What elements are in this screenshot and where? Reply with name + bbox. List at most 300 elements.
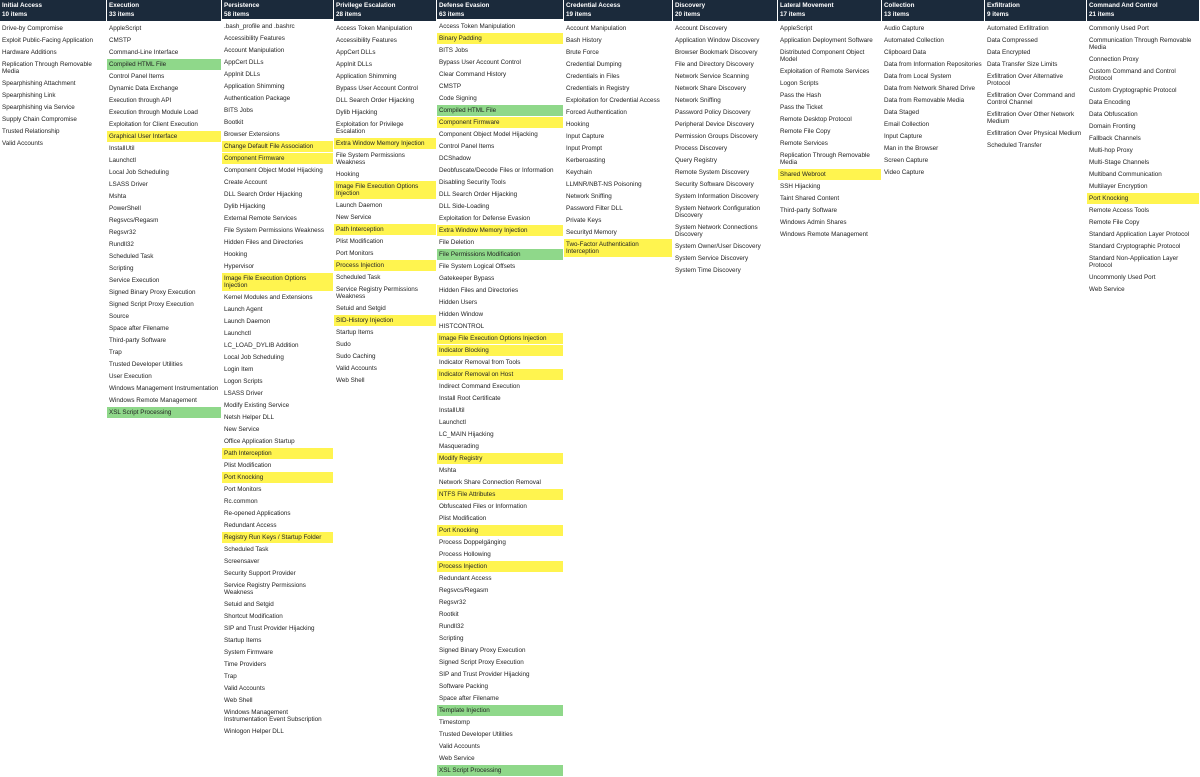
technique-cell[interactable]: Exploitation for Client Execution (107, 119, 221, 131)
technique-cell[interactable]: Network Share Discovery (673, 83, 777, 95)
technique-cell[interactable]: Taint Shared Content (778, 193, 881, 205)
technique-cell[interactable]: Windows Management Instrumentation (107, 383, 221, 395)
technique-cell[interactable]: Pass the Ticket (778, 102, 881, 114)
technique-cell[interactable]: Trap (107, 347, 221, 359)
technique-cell[interactable]: Man in the Browser (882, 143, 984, 155)
technique-cell[interactable]: Network Share Connection Removal (437, 477, 563, 489)
technique-cell[interactable]: Image File Execution Options Injection (222, 273, 333, 292)
technique-cell[interactable]: Local Job Scheduling (107, 167, 221, 179)
technique-cell[interactable]: Local Job Scheduling (222, 352, 333, 364)
technique-cell[interactable]: File Deletion (437, 237, 563, 249)
technique-cell[interactable]: Windows Remote Management (778, 229, 881, 241)
technique-cell[interactable]: Component Object Model Hijacking (222, 165, 333, 177)
technique-cell[interactable]: Access Token Manipulation (437, 21, 563, 33)
technique-cell[interactable]: Component Firmware (222, 153, 333, 165)
tactic-header[interactable] (564, 0, 672, 21)
technique-cell[interactable]: Drive-by Compromise (0, 23, 106, 35)
technique-cell[interactable]: Component Firmware (437, 117, 563, 129)
technique-cell[interactable]: AppInit DLLs (222, 69, 333, 81)
technique-cell[interactable]: Securityd Memory (564, 227, 672, 239)
technique-cell[interactable]: Private Keys (564, 215, 672, 227)
technique-cell[interactable]: LSASS Driver (222, 388, 333, 400)
technique-cell[interactable]: Kernel Modules and Extensions (222, 292, 333, 304)
technique-cell[interactable]: Windows Admin Shares (778, 217, 881, 229)
technique-cell[interactable]: Create Account (222, 177, 333, 189)
technique-cell[interactable]: SIP and Trust Provider Hijacking (222, 623, 333, 635)
technique-cell[interactable]: Brute Force (564, 47, 672, 59)
technique-cell[interactable]: Logon Scripts (778, 78, 881, 90)
technique-cell[interactable]: Video Capture (882, 167, 984, 179)
technique-cell[interactable]: Setuid and Setgid (334, 303, 436, 315)
technique-cell[interactable]: BITS Jobs (437, 45, 563, 57)
technique-cell[interactable]: Domain Fronting (1087, 121, 1199, 133)
technique-cell[interactable]: Hooking (222, 249, 333, 261)
technique-cell[interactable]: Security Support Provider (222, 568, 333, 580)
technique-cell[interactable]: Replication Through Removable Media (778, 150, 881, 169)
technique-cell[interactable]: Supply Chain Compromise (0, 114, 106, 126)
technique-cell[interactable]: Hidden Files and Directories (222, 237, 333, 249)
technique-cell[interactable]: XSL Script Processing (107, 407, 221, 419)
technique-cell[interactable]: AppleScript (107, 23, 221, 35)
technique-cell[interactable]: Email Collection (882, 119, 984, 131)
technique-cell[interactable]: Exploit Public-Facing Application (0, 35, 106, 47)
technique-cell[interactable]: Data Encoding (1087, 97, 1199, 109)
technique-cell[interactable]: Port Knocking (222, 472, 333, 484)
tactic-header[interactable] (437, 0, 563, 19)
technique-cell[interactable]: Scheduled Task (222, 544, 333, 556)
technique-cell[interactable]: SIP and Trust Provider Hijacking (437, 669, 563, 681)
technique-cell[interactable]: Indicator Removal from Tools (437, 357, 563, 369)
technique-cell[interactable]: Trusted Relationship (0, 126, 106, 138)
technique-cell[interactable]: Port Monitors (334, 248, 436, 260)
technique-cell[interactable]: Commonly Used Port (1087, 23, 1199, 35)
technique-cell[interactable]: Hooking (564, 119, 672, 131)
technique-cell[interactable]: Obfuscated Files or Information (437, 501, 563, 513)
technique-cell[interactable]: Distributed Component Object Model (778, 47, 881, 66)
technique-cell[interactable]: Plist Modification (334, 236, 436, 248)
technique-cell[interactable]: Setuid and Setgid (222, 599, 333, 611)
technique-cell[interactable]: Scheduled Task (334, 272, 436, 284)
technique-cell[interactable]: Network Service Scanning (673, 71, 777, 83)
technique-cell[interactable]: Control Panel Items (437, 141, 563, 153)
technique-cell[interactable]: Scheduled Task (107, 251, 221, 263)
technique-cell[interactable]: Bootkit (222, 117, 333, 129)
technique-cell[interactable]: Data Obfuscation (1087, 109, 1199, 121)
technique-cell[interactable]: Indirect Command Execution (437, 381, 563, 393)
technique-cell[interactable]: System Information Discovery (673, 191, 777, 203)
technique-cell[interactable]: Browser Extensions (222, 129, 333, 141)
technique-cell[interactable]: Standard Non-Application Layer Protocol (1087, 253, 1199, 272)
technique-cell[interactable]: DLL Search Order Hijacking (437, 189, 563, 201)
technique-cell[interactable]: Connection Proxy (1087, 54, 1199, 66)
technique-cell[interactable]: Input Capture (564, 131, 672, 143)
technique-cell[interactable]: Third-party Software (778, 205, 881, 217)
technique-cell[interactable]: Communication Through Removable Media (1087, 35, 1199, 54)
technique-cell[interactable]: Launchctl (107, 155, 221, 167)
technique-cell[interactable]: Remote Services (778, 138, 881, 150)
technique-cell[interactable]: Scripting (437, 633, 563, 645)
technique-cell[interactable]: Data from Local System (882, 71, 984, 83)
technique-cell[interactable]: Launch Daemon (222, 316, 333, 328)
technique-cell[interactable]: Graphical User Interface (107, 131, 221, 143)
technique-cell[interactable]: Template Injection (437, 705, 563, 717)
technique-cell[interactable]: Valid Accounts (222, 683, 333, 695)
tactic-header[interactable] (334, 0, 436, 21)
technique-cell[interactable]: Trusted Developer Utilities (437, 729, 563, 741)
technique-cell[interactable]: Rundll32 (107, 239, 221, 251)
technique-cell[interactable]: Startup Items (222, 635, 333, 647)
technique-cell[interactable]: Process Discovery (673, 143, 777, 155)
technique-cell[interactable]: File and Directory Discovery (673, 59, 777, 71)
technique-cell[interactable]: CMSTP (107, 35, 221, 47)
technique-cell[interactable]: Multi-hop Proxy (1087, 145, 1199, 157)
technique-cell[interactable]: Data Transfer Size Limits (985, 59, 1086, 71)
technique-cell[interactable]: Path Interception (222, 448, 333, 460)
technique-cell[interactable]: Trusted Developer Utilities (107, 359, 221, 371)
technique-cell[interactable]: Forced Authentication (564, 107, 672, 119)
technique-cell[interactable]: Install Root Certificate (437, 393, 563, 405)
technique-cell[interactable]: AppInit DLLs (334, 59, 436, 71)
technique-cell[interactable]: Process Injection (437, 561, 563, 573)
technique-cell[interactable]: Permission Groups Discovery (673, 131, 777, 143)
technique-cell[interactable]: Remote Desktop Protocol (778, 114, 881, 126)
technique-cell[interactable]: Exploitation for Defense Evasion (437, 213, 563, 225)
technique-cell[interactable]: Source (107, 311, 221, 323)
technique-cell[interactable]: Accessibility Features (334, 35, 436, 47)
technique-cell[interactable]: Login Item (222, 364, 333, 376)
technique-cell[interactable]: Application Deployment Software (778, 35, 881, 47)
technique-cell[interactable]: Regsvcs/Regasm (107, 215, 221, 227)
technique-cell[interactable]: PowerShell (107, 203, 221, 215)
technique-cell[interactable]: Compiled HTML File (437, 105, 563, 117)
technique-cell[interactable]: Scripting (107, 263, 221, 275)
technique-cell[interactable]: LC_MAIN Hijacking (437, 429, 563, 441)
technique-cell[interactable]: Access Token Manipulation (334, 23, 436, 35)
technique-cell[interactable]: Fallback Channels (1087, 133, 1199, 145)
technique-cell[interactable]: Browser Bookmark Discovery (673, 47, 777, 59)
technique-cell[interactable]: Web Service (437, 753, 563, 765)
technique-cell[interactable]: Credential Dumping (564, 59, 672, 71)
technique-cell[interactable]: Exploitation for Credential Access (564, 95, 672, 107)
technique-cell[interactable]: Standard Application Layer Protocol (1087, 229, 1199, 241)
technique-cell[interactable]: Indicator Blocking (437, 345, 563, 357)
technique-cell[interactable]: Port Monitors (222, 484, 333, 496)
technique-cell[interactable]: Custom Command and Control Protocol (1087, 66, 1199, 85)
technique-cell[interactable]: Shared Webroot (778, 169, 881, 181)
technique-cell[interactable]: Web Shell (222, 695, 333, 707)
technique-cell[interactable]: System Network Configuration Discovery (673, 203, 777, 222)
technique-cell[interactable]: Space after Filename (437, 693, 563, 705)
technique-cell[interactable]: System Firmware (222, 647, 333, 659)
technique-cell[interactable]: Masquerading (437, 441, 563, 453)
technique-cell[interactable]: Multiband Communication (1087, 169, 1199, 181)
technique-cell[interactable]: Exploitation of Remote Services (778, 66, 881, 78)
technique-cell[interactable]: Signed Binary Proxy Execution (107, 287, 221, 299)
technique-cell[interactable]: Valid Accounts (437, 741, 563, 753)
technique-cell[interactable]: Application Shimming (222, 81, 333, 93)
technique-cell[interactable]: Data from Information Repositories (882, 59, 984, 71)
technique-cell[interactable]: Account Manipulation (222, 45, 333, 57)
technique-cell[interactable]: Regsvr32 (107, 227, 221, 239)
technique-cell[interactable]: DLL Search Order Hijacking (334, 95, 436, 107)
technique-cell[interactable]: File System Permissions Weakness (334, 150, 436, 169)
technique-cell[interactable]: Automated Exfiltration (985, 23, 1086, 35)
technique-cell[interactable]: Peripheral Device Discovery (673, 119, 777, 131)
technique-cell[interactable]: Bash History (564, 35, 672, 47)
technique-cell[interactable]: Standard Cryptographic Protocol (1087, 241, 1199, 253)
technique-cell[interactable]: Application Shimming (334, 71, 436, 83)
technique-cell[interactable]: Image File Execution Options Injection (437, 333, 563, 345)
technique-cell[interactable]: System Time Discovery (673, 265, 777, 277)
technique-cell[interactable]: DLL Search Order Hijacking (222, 189, 333, 201)
technique-cell[interactable]: Launchctl (222, 328, 333, 340)
tactic-header[interactable] (107, 0, 221, 21)
technique-cell[interactable]: Netsh Helper DLL (222, 412, 333, 424)
technique-cell[interactable]: Windows Management Instrumentation Event Subscription (222, 707, 333, 726)
technique-cell[interactable]: CMSTP (437, 81, 563, 93)
technique-cell[interactable]: Hardware Additions (0, 47, 106, 59)
technique-cell[interactable]: SSH Hijacking (778, 181, 881, 193)
technique-cell[interactable]: Service Registry Permissions Weakness (222, 580, 333, 599)
technique-cell[interactable]: Screen Capture (882, 155, 984, 167)
technique-cell[interactable]: Exfiltration Over Other Network Medium (985, 109, 1086, 128)
technique-cell[interactable]: NTFS File Attributes (437, 489, 563, 501)
technique-cell[interactable]: Accessibility Features (222, 33, 333, 45)
technique-cell[interactable]: Timestomp (437, 717, 563, 729)
technique-cell[interactable]: Shortcut Modification (222, 611, 333, 623)
technique-cell[interactable]: Sudo (334, 339, 436, 351)
technique-cell[interactable]: Security Software Discovery (673, 179, 777, 191)
technique-cell[interactable]: New Service (222, 424, 333, 436)
technique-cell[interactable]: Clipboard Data (882, 47, 984, 59)
technique-cell[interactable]: Launchctl (437, 417, 563, 429)
technique-cell[interactable]: Mshta (437, 465, 563, 477)
technique-cell[interactable]: AppleScript (778, 23, 881, 35)
technique-cell[interactable]: Web Service (1087, 284, 1199, 296)
technique-cell[interactable]: Hidden Window (437, 309, 563, 321)
technique-cell[interactable]: Spearphishing via Service (0, 102, 106, 114)
technique-cell[interactable]: Command-Line Interface (107, 47, 221, 59)
technique-cell[interactable]: Pass the Hash (778, 90, 881, 102)
technique-cell[interactable]: Data from Removable Media (882, 95, 984, 107)
technique-cell[interactable]: BITS Jobs (222, 105, 333, 117)
technique-cell[interactable]: LLMNR/NBT-NS Poisoning (564, 179, 672, 191)
technique-cell[interactable]: Account Manipulation (564, 23, 672, 35)
technique-cell[interactable]: DLL Side-Loading (437, 201, 563, 213)
technique-cell[interactable]: Rc.common (222, 496, 333, 508)
technique-cell[interactable]: SID-History Injection (334, 315, 436, 327)
technique-cell[interactable]: Extra Window Memory Injection (437, 225, 563, 237)
technique-cell[interactable]: Registry Run Keys / Startup Folder (222, 532, 333, 544)
technique-cell[interactable]: Compiled HTML File (107, 59, 221, 71)
technique-cell[interactable]: Change Default File Association (222, 141, 333, 153)
technique-cell[interactable]: AppCert DLLs (222, 57, 333, 69)
technique-cell[interactable]: Rundll32 (437, 621, 563, 633)
technique-cell[interactable]: Bypass User Account Control (437, 57, 563, 69)
technique-cell[interactable]: System Service Discovery (673, 253, 777, 265)
technique-cell[interactable]: Remote System Discovery (673, 167, 777, 179)
tactic-header[interactable] (1087, 0, 1199, 21)
technique-cell[interactable]: Web Shell (334, 375, 436, 387)
technique-cell[interactable]: Plist Modification (437, 513, 563, 525)
technique-cell[interactable]: AppCert DLLs (334, 47, 436, 59)
technique-cell[interactable]: Uncommonly Used Port (1087, 272, 1199, 284)
technique-cell[interactable]: Spearphishing Attachment (0, 78, 106, 90)
technique-cell[interactable]: Plist Modification (222, 460, 333, 472)
technique-cell[interactable]: InstallUtil (107, 143, 221, 155)
technique-cell[interactable]: Remote File Copy (1087, 217, 1199, 229)
technique-cell[interactable]: Path Interception (334, 224, 436, 236)
technique-cell[interactable]: Password Filter DLL (564, 203, 672, 215)
technique-cell[interactable]: System Owner/User Discovery (673, 241, 777, 253)
technique-cell[interactable]: .bash_profile and .bashrc (222, 21, 333, 33)
technique-cell[interactable]: Authentication Package (222, 93, 333, 105)
technique-cell[interactable]: LC_LOAD_DYLIB Addition (222, 340, 333, 352)
technique-cell[interactable]: Dylib Hijacking (222, 201, 333, 213)
technique-cell[interactable]: LSASS Driver (107, 179, 221, 191)
technique-cell[interactable]: Clear Command History (437, 69, 563, 81)
technique-cell[interactable]: Deobfuscate/Decode Files or Information (437, 165, 563, 177)
technique-cell[interactable]: Image File Execution Options Injection (334, 181, 436, 200)
tactic-header[interactable] (985, 0, 1086, 21)
technique-cell[interactable]: Mshta (107, 191, 221, 203)
technique-cell[interactable]: Execution through API (107, 95, 221, 107)
technique-cell[interactable]: Port Knocking (437, 525, 563, 537)
technique-cell[interactable]: File System Permissions Weakness (222, 225, 333, 237)
technique-cell[interactable]: Application Window Discovery (673, 35, 777, 47)
technique-cell[interactable]: Signed Binary Proxy Execution (437, 645, 563, 657)
technique-cell[interactable]: User Execution (107, 371, 221, 383)
technique-cell[interactable]: Regsvr32 (437, 597, 563, 609)
technique-cell[interactable]: Office Application Startup (222, 436, 333, 448)
technique-cell[interactable]: Logon Scripts (222, 376, 333, 388)
technique-cell[interactable]: Screensaver (222, 556, 333, 568)
technique-cell[interactable]: Hidden Users (437, 297, 563, 309)
tactic-header[interactable] (882, 0, 984, 21)
technique-cell[interactable]: Two-Factor Authentication Interception (564, 239, 672, 258)
technique-cell[interactable]: Input Prompt (564, 143, 672, 155)
technique-cell[interactable]: File System Logical Offsets (437, 261, 563, 273)
technique-cell[interactable]: Query Registry (673, 155, 777, 167)
technique-cell[interactable]: Port Knocking (1087, 193, 1199, 205)
technique-cell[interactable]: Launch Daemon (334, 200, 436, 212)
technique-cell[interactable]: Redundant Access (222, 520, 333, 532)
technique-cell[interactable]: Input Capture (882, 131, 984, 143)
technique-cell[interactable]: File Permissions Modification (437, 249, 563, 261)
technique-cell[interactable]: Component Object Model Hijacking (437, 129, 563, 141)
technique-cell[interactable]: Control Panel Items (107, 71, 221, 83)
technique-cell[interactable]: Bypass User Account Control (334, 83, 436, 95)
technique-cell[interactable]: Launch Agent (222, 304, 333, 316)
technique-cell[interactable]: DCShadow (437, 153, 563, 165)
technique-cell[interactable]: Data Encrypted (985, 47, 1086, 59)
technique-cell[interactable]: Valid Accounts (334, 363, 436, 375)
technique-cell[interactable]: Audio Capture (882, 23, 984, 35)
technique-cell[interactable]: Kerberoasting (564, 155, 672, 167)
tactic-header[interactable] (0, 0, 106, 21)
technique-cell[interactable]: Exfiltration Over Physical Medium (985, 128, 1086, 140)
technique-cell[interactable]: Credentials in Registry (564, 83, 672, 95)
technique-cell[interactable]: Multi-Stage Channels (1087, 157, 1199, 169)
technique-cell[interactable]: Keychain (564, 167, 672, 179)
technique-cell[interactable]: Service Execution (107, 275, 221, 287)
technique-cell[interactable]: Valid Accounts (0, 138, 106, 150)
technique-cell[interactable]: Hidden Files and Directories (437, 285, 563, 297)
technique-cell[interactable]: System Network Connections Discovery (673, 222, 777, 241)
technique-cell[interactable]: Re-opened Applications (222, 508, 333, 520)
technique-cell[interactable]: XSL Script Processing (437, 765, 563, 777)
technique-cell[interactable]: Windows Remote Management (107, 395, 221, 407)
technique-cell[interactable]: Remote Access Tools (1087, 205, 1199, 217)
technique-cell[interactable]: Disabling Security Tools (437, 177, 563, 189)
technique-cell[interactable]: Process Hollowing (437, 549, 563, 561)
technique-cell[interactable]: New Service (334, 212, 436, 224)
technique-cell[interactable]: Redundant Access (437, 573, 563, 585)
technique-cell[interactable]: Network Sniffing (673, 95, 777, 107)
technique-cell[interactable]: Indicator Removal on Host (437, 369, 563, 381)
technique-cell[interactable]: Service Registry Permissions Weakness (334, 284, 436, 303)
technique-cell[interactable]: Time Providers (222, 659, 333, 671)
technique-cell[interactable]: External Remote Services (222, 213, 333, 225)
technique-cell[interactable]: Data Compressed (985, 35, 1086, 47)
technique-cell[interactable]: Extra Window Memory Injection (334, 138, 436, 150)
technique-cell[interactable]: Custom Cryptographic Protocol (1087, 85, 1199, 97)
technique-cell[interactable]: Dynamic Data Exchange (107, 83, 221, 95)
technique-cell[interactable]: Spearphishing Link (0, 90, 106, 102)
technique-cell[interactable]: Modify Existing Service (222, 400, 333, 412)
technique-cell[interactable]: Sudo Caching (334, 351, 436, 363)
technique-cell[interactable]: Password Policy Discovery (673, 107, 777, 119)
technique-cell[interactable]: Replication Through Removable Media (0, 59, 106, 78)
technique-cell[interactable]: Third-party Software (107, 335, 221, 347)
technique-cell[interactable]: HISTCONTROL (437, 321, 563, 333)
technique-cell[interactable]: Trap (222, 671, 333, 683)
technique-cell[interactable]: Execution through Module Load (107, 107, 221, 119)
technique-cell[interactable]: Space after Filename (107, 323, 221, 335)
technique-cell[interactable]: Binary Padding (437, 33, 563, 45)
technique-cell[interactable]: Remote File Copy (778, 126, 881, 138)
tactic-header[interactable] (778, 0, 881, 21)
technique-cell[interactable]: Modify Registry (437, 453, 563, 465)
technique-cell[interactable]: Scheduled Transfer (985, 140, 1086, 152)
technique-cell[interactable]: Credentials in Files (564, 71, 672, 83)
technique-cell[interactable]: Signed Script Proxy Execution (437, 657, 563, 669)
technique-cell[interactable]: Gatekeeper Bypass (437, 273, 563, 285)
technique-cell[interactable]: Exfiltration Over Alternative Protocol (985, 71, 1086, 90)
technique-cell[interactable]: Exfiltration Over Command and Control Channel (985, 90, 1086, 109)
technique-cell[interactable]: Winlogon Helper DLL (222, 726, 333, 738)
technique-cell[interactable]: Account Discovery (673, 23, 777, 35)
technique-cell[interactable]: Dylib Hijacking (334, 107, 436, 119)
technique-cell[interactable]: Code Signing (437, 93, 563, 105)
technique-cell[interactable]: Network Sniffing (564, 191, 672, 203)
technique-cell[interactable]: Multilayer Encryption (1087, 181, 1199, 193)
technique-cell[interactable]: Data Staged (882, 107, 984, 119)
tactic-header[interactable] (222, 0, 333, 19)
technique-cell[interactable]: Rootkit (437, 609, 563, 621)
technique-cell[interactable]: Exploitation for Privilege Escalation (334, 119, 436, 138)
technique-cell[interactable]: Software Packing (437, 681, 563, 693)
technique-cell[interactable]: Hooking (334, 169, 436, 181)
technique-cell[interactable]: InstallUtil (437, 405, 563, 417)
technique-cell[interactable]: Regsvcs/Regasm (437, 585, 563, 597)
technique-cell[interactable]: Signed Script Proxy Execution (107, 299, 221, 311)
technique-cell[interactable]: Data from Network Shared Drive (882, 83, 984, 95)
technique-cell[interactable]: Startup Items (334, 327, 436, 339)
technique-cell[interactable]: Hypervisor (222, 261, 333, 273)
technique-cell[interactable]: Process Injection (334, 260, 436, 272)
technique-cell[interactable]: Automated Collection (882, 35, 984, 47)
